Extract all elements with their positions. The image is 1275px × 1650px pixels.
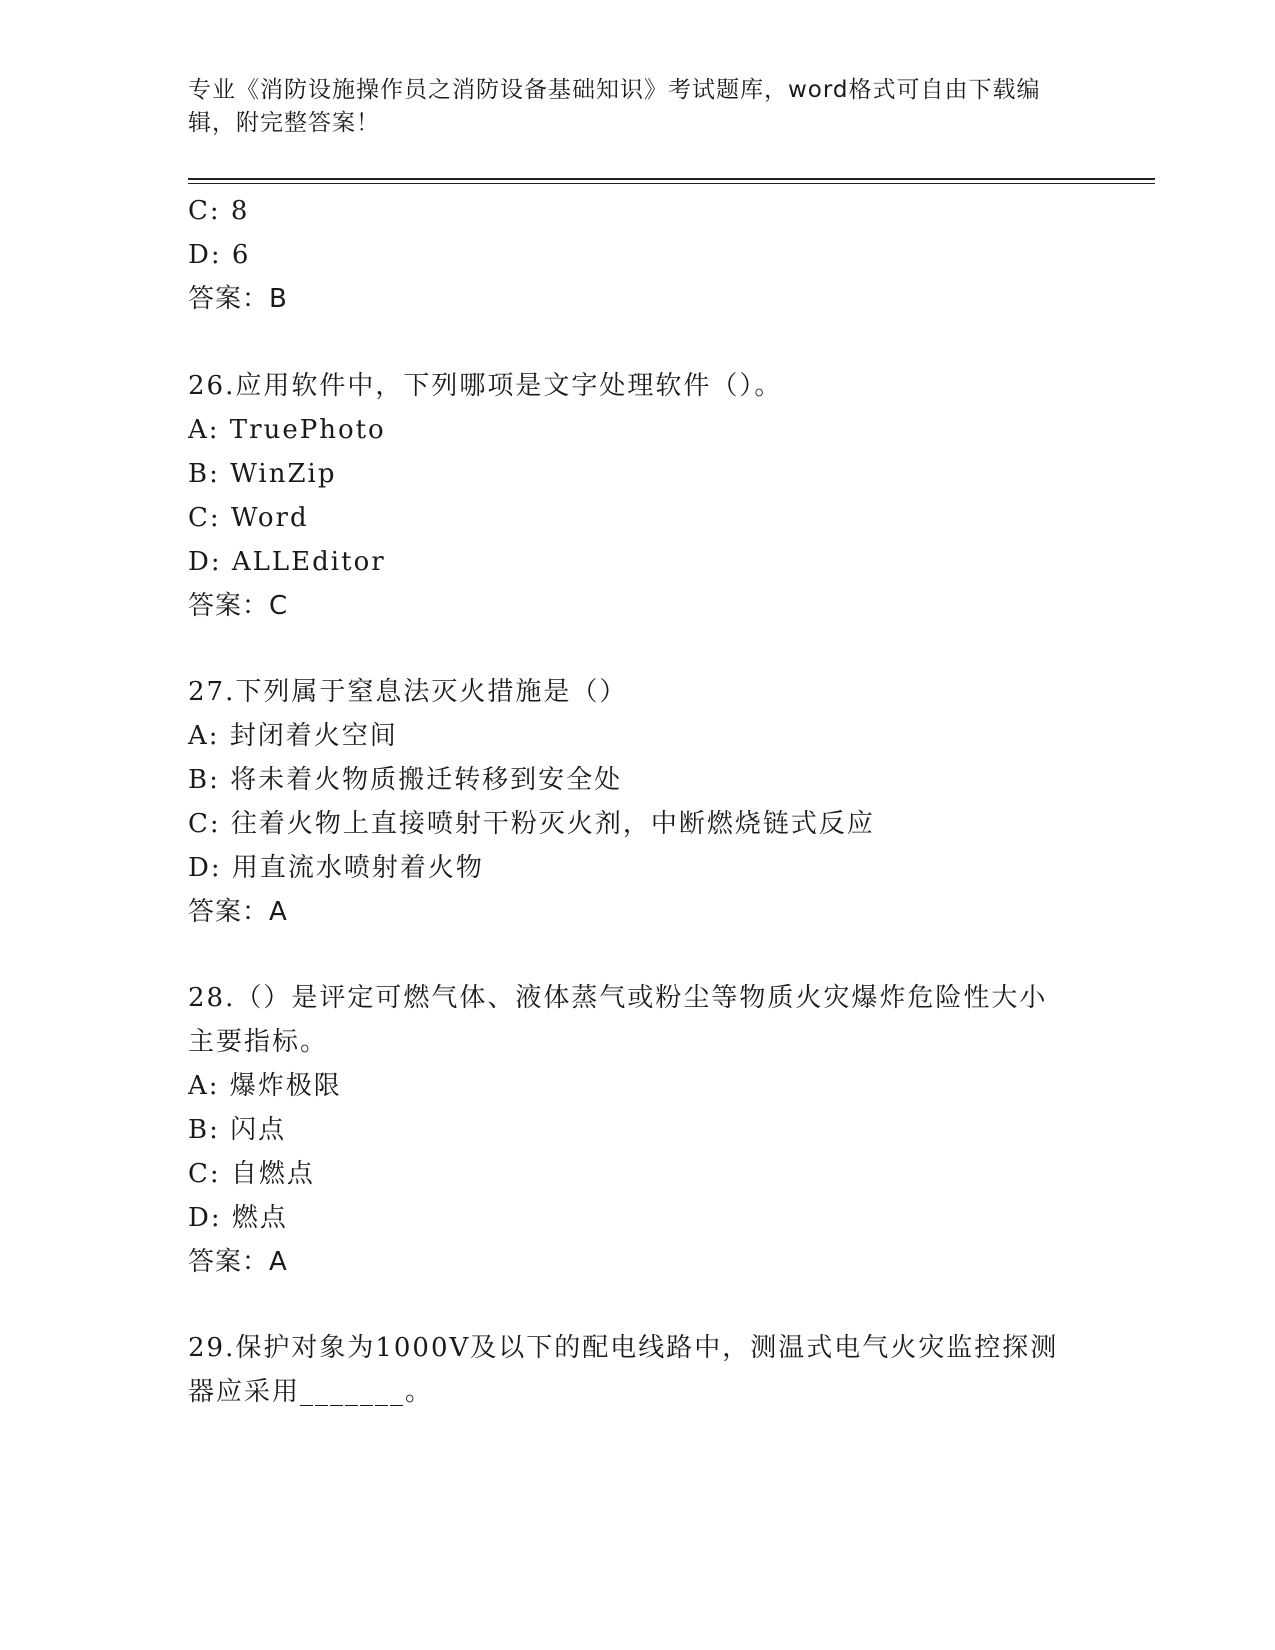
question-27-option-d: D: 用直流水喷射着火物 bbox=[188, 853, 484, 883]
question-28-option-a: A: 爆炸极限 bbox=[188, 1071, 342, 1101]
question-27-stem: 27.下列属于窒息法灭火措施是（） bbox=[188, 677, 628, 707]
header-line-2: 辑，附完整答案！ bbox=[188, 110, 380, 136]
header-divider-thick bbox=[188, 178, 1155, 180]
question-28-stem-line-1: 28.（）是评定可燃气体、液体蒸气或粉尘等物质火灾爆炸危险性大小 bbox=[188, 983, 1048, 1013]
question-29-stem-line-2: 器应采用_______。 bbox=[188, 1377, 434, 1407]
question-28-stem-line-2: 主要指标。 bbox=[188, 1027, 329, 1057]
question-26-option-c: C: Word bbox=[188, 503, 309, 533]
question-26-option-a: A: TruePhoto bbox=[188, 415, 386, 445]
question-29-stem-line-1: 29.保护对象为1000V及以下的配电线路中，测温式电气火灾监控探测 bbox=[188, 1333, 1059, 1363]
prev-answer: 答案：B bbox=[188, 284, 288, 314]
question-26-option-d: D: ALLEditor bbox=[188, 547, 386, 577]
question-26-option-b: B: WinZip bbox=[188, 459, 337, 489]
question-27-option-c: C: 往着火物上直接喷射干粉灭火剂，中断燃烧链式反应 bbox=[188, 809, 875, 839]
question-28-option-b: B: 闪点 bbox=[188, 1115, 287, 1145]
question-27-option-b: B: 将未着火物质搬迁转移到安全处 bbox=[188, 765, 623, 795]
question-26-answer: 答案：C bbox=[188, 591, 289, 621]
header-divider-thin bbox=[188, 183, 1155, 184]
prev-option-c: C: 8 bbox=[188, 196, 250, 226]
header-line-1: 专业《消防设施操作员之消防设备基础知识》考试题库，word格式可自由下载编 bbox=[188, 77, 1041, 103]
question-27-answer: 答案：A bbox=[188, 897, 288, 927]
question-28-option-c: C: 自燃点 bbox=[188, 1159, 315, 1189]
question-26-stem: 26.应用软件中，下列哪项是文字处理软件（）。 bbox=[188, 371, 783, 401]
page-header bbox=[188, 74, 1088, 140]
question-27-option-a: A: 封闭着火空间 bbox=[188, 721, 398, 751]
question-28-option-d: D: 燃点 bbox=[188, 1203, 288, 1233]
prev-option-d: D: 6 bbox=[188, 240, 251, 270]
question-28-answer: 答案：A bbox=[188, 1247, 288, 1277]
